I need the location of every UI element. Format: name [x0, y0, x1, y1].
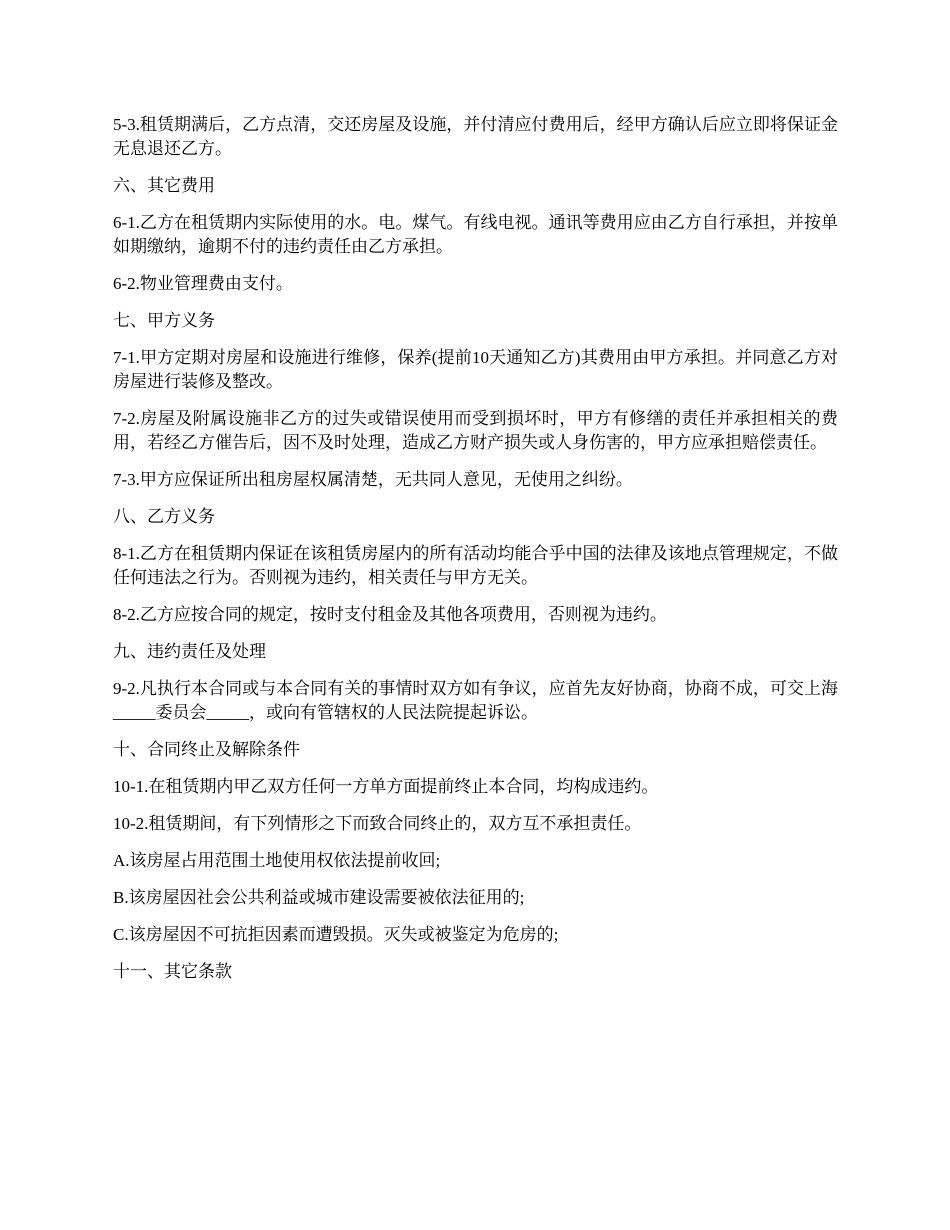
section-heading-10: 十、合同终止及解除条件	[113, 740, 300, 759]
list-item-a: A.该房屋占用范围土地使用权依法提前收回;	[113, 851, 441, 870]
list-item-b: B.该房屋因社会公共利益或城市建设需要被依法征用的;	[113, 888, 525, 907]
section-heading-9: 九、违约责任及处理	[113, 642, 266, 661]
clause-7-2: 7-2.房屋及附属设施非乙方的过失或错误使用而受到损坏时，甲方有修缮的责任并承担相关的费用，若经乙方催告后，因不及时处理，造成乙方财产损失或人身伤害的，甲方应承担赔偿责任。	[113, 409, 838, 452]
clause-7-3: 7-3.甲方应保证所出租房屋权属清楚，无共同人意见，无使用之纠纷。	[113, 470, 633, 489]
list-item-c: C.该房屋因不可抗拒因素而遭毁损。灭失或被鉴定为危房的;	[113, 925, 559, 944]
document-body	[113, 113, 838, 997]
clause-7-1: 7-1.甲方定期对房屋和设施进行维修，保养(提前10天通知乙方)其费用由甲方承担。并同意乙方对房屋进行装修及整改。	[113, 348, 838, 391]
clause-10-1: 10-1.在租赁期内甲乙双方任何一方单方面提前终止本合同，均构成违约。	[113, 777, 659, 796]
clause-5-3: 5-3.租赁期满后，乙方点清，交还房屋及设施，并付清应付费用后，经甲方确认后应立即将保证金无息退还乙方。	[113, 115, 838, 158]
clause-6-2: 6-2.物业管理费由支付。	[113, 274, 293, 293]
clause-9-2: 9-2.凡执行本合同或与本合同有关的事情时双方如有争议，应首先友好协商，协商不成，可交上海_____委员会_____，或向有管辖权的人民法院提起诉讼。	[113, 679, 838, 722]
clause-10-2: 10-2.租赁期间，有下列情形之下而致合同终止的，双方互不承担责任。	[113, 814, 642, 833]
section-heading-8: 八、乙方义务	[113, 507, 215, 526]
clause-8-2: 8-2.乙方应按合同的规定，按时支付租金及其他各项费用，否则视为违约。	[113, 605, 667, 624]
section-heading-6: 六、其它费用	[113, 176, 215, 195]
section-heading-11: 十一、其它条款	[113, 962, 232, 981]
section-heading-7: 七、甲方义务	[113, 311, 215, 330]
clause-6-1: 6-1.乙方在租赁期内实际使用的水。电。煤气。有线电视。通讯等费用应由乙方自行承担，并按单如期缴纳，逾期不付的违约责任由乙方承担。	[113, 213, 838, 256]
clause-8-1: 8-1.乙方在租赁期内保证在该租赁房屋内的所有活动均能合乎中国的法律及该地点管理规定，不做任何违法之行为。否则视为违约，相关责任与甲方无关。	[113, 544, 838, 587]
